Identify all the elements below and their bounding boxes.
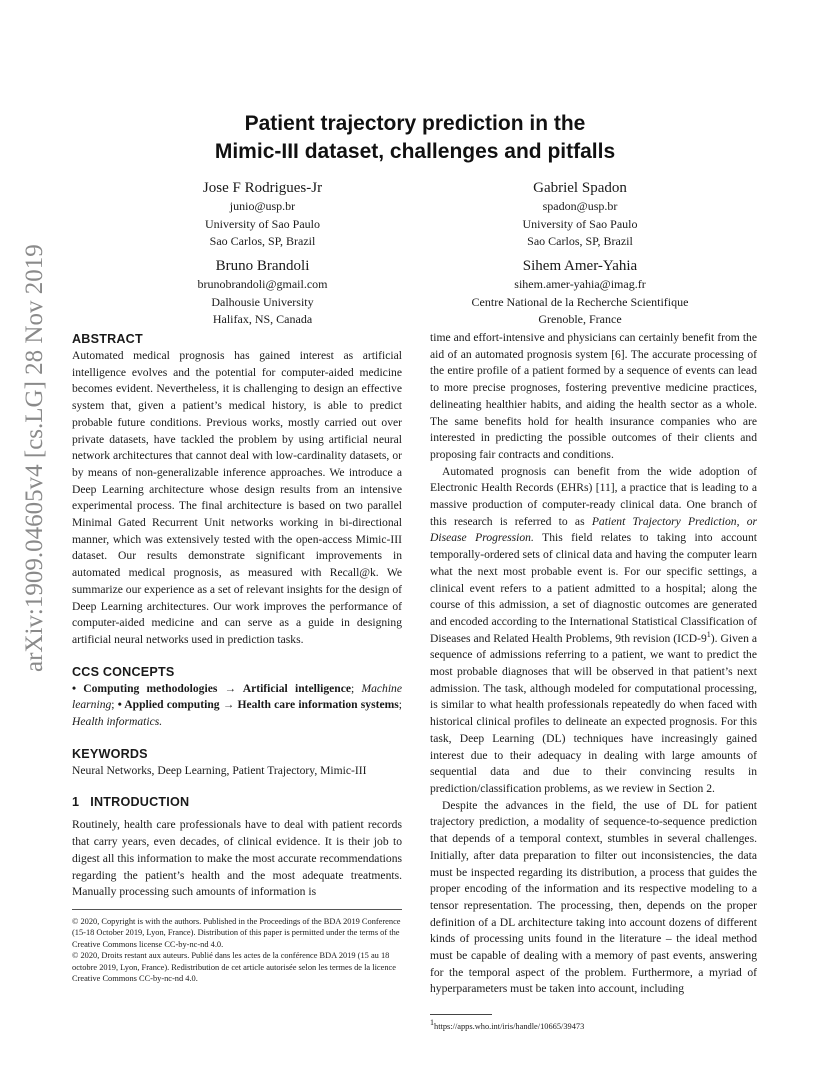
author-affiliation: University of Sao Paulo (205, 216, 320, 231)
footnote-number: 1 (430, 1018, 434, 1028)
emphasis-text: Patient Trajectory Prediction, or Disease Progression. (430, 514, 757, 545)
author-name: Jose F Rodrigues-Jr (202, 180, 323, 196)
copyright-divider (72, 909, 402, 910)
intro-paragraph: time and effort-intensive and physicians can certainly benefit from the aid of an automated prognosis system [6]. The accurate processing of the entire profile of a patient formed by a sequence of events can lead to more precise prognoses, fostering preventive medicine practices, delineating healthier habits, and aiding the health sector as a whole. The same benefits hold for health insurance companies who are interested in predicting the possible outcomes of their clients and proposing fair contracts and conditions. (430, 331, 757, 461)
text-run: This field relates to taking into account temporally-ordered sets of clinical data and having the computer learn what the next most probable event is. For our specific settings, a clinical event refers to a patient admitted to a hospital; along the course of this admission, a set of diagnostic outcomes are generated and encoded according to the International Statistical Classification of Diseases and Related Health Problems, 9th revision (ICD-9 (430, 531, 757, 645)
abstract-text: Automated medical prognosis has gained interest as artificial intelligence evolves and the potential for computer-aided medicine becomes evident. Nevertheless, it is challenging to design an effective system that, given a patient’s medical history, is able to predict probable future conditions. Previous works, mostly carried out over private datasets, have tackled the problem by using artificial neural network architectures that cannot deal with low-cardinality datasets, or by means of non-generalizable inference approaches. We introduce a Deep Learning architecture whose design results from an intensive experimental process. The final architecture is based on two parallel Minimal Gated Recurrent Unit networks working in bi-directional manner, which was extensively tested with the open-access Mimic-III dataset. Our results demonstrate significant improvements in automated medical prognosis, as measured with Recall@k. We summarize our experience as a set of relevant insights for the design of Deep Learning architectures. Our work improves the performance of computer-aided medicine and can serve as a guide in designing artificial neural networks used in prediction tasks. (72, 349, 402, 646)
intro-heading: 1 INTRODUCTION (72, 795, 190, 810)
ccs-concept: • Computing methodologies → Artificial intelligence (72, 681, 352, 695)
author-email: junio@usp.br (229, 199, 296, 213)
copyright-notice-en: © 2020, Copyright is with the authors. Published in the Proceedings of the BDA 2019 Conference (15-18 October 2019, Lyon, France). Distribution of this paper is permitted under the terms of the Creative Commons license CC-by-nc-nd 4.0. (72, 916, 401, 949)
author-name: Sihem Amer-Yahia (522, 258, 638, 274)
paper-title (120, 110, 710, 166)
author-block (140, 256, 385, 329)
ccs-concepts: • Computing methodologies → Artificial intelligence; Machine learning; • Applied computing → Health care information systems; Health informatics. (72, 681, 402, 729)
footnote (430, 1018, 757, 1032)
ccs-heading: CCS CONCEPTS (72, 664, 175, 679)
ccs-subconcept: Health informatics. (72, 715, 163, 729)
title-line-1: Patient trajectory prediction in the (244, 112, 586, 135)
author-block (440, 256, 720, 329)
intro-paragraph: Despite the advances in the field, the use of DL for patient trajectory prediction, a modality of sequence-to-sequence prediction that depends of a temporal context, stumbles in several challenges. Initially, after data preparation to filter out inconsistencies, the data must be inspected regarding its distribution, a process that guides the proper encoding of the information and its respective modeling to a tensor representation. The processing, then, depends on the proper definition of a DL architecture taking into account dozens of different kinds of processing units found in the literature – the ideal method must be capable of dealing with a memory of past events, answering for the temporal aspect of the problem. Furthermore, a myriad of hyperparameters must be taken into account, including (430, 798, 757, 996)
right-column (430, 330, 757, 1033)
abstract-heading: ABSTRACT (72, 332, 143, 346)
keywords-text: Neural Networks, Deep Learning, Patient Trajectory, Mimic-III (72, 763, 367, 777)
intro-paragraph: Routinely, health care professionals have to deal with patient records that carry years, even decades, of clinical evidence. It is their job to digest all this information to make the most accurate recommendations regarding the patient’s health and the most adequate treatments. Manually processing such amounts of information is (72, 818, 402, 899)
author-affiliation: Centre National de la Recherche Scientifique (471, 294, 689, 309)
author-location: Halifax, NS, Canada (212, 312, 313, 326)
text-run: Automated prognosis can benefit from the wide adoption of Electronic Health Records (EHRs) [11], a practice that is leading to a massive production of computer-ready clinical data. One branch of this research is referred to as (430, 464, 757, 528)
author-block (140, 178, 385, 251)
arxiv-identifier: arXiv:1909.04605v4 [cs.LG] 28 Nov 2019 (21, 244, 48, 672)
footnote-url: https://apps.who.int/iris/handle/10665/39473 (434, 1022, 585, 1032)
footnote-mark: 1 (706, 629, 711, 639)
author-email: spadon@usp.br (542, 199, 618, 213)
ccs-concept: • Applied computing → Health care information systems (117, 698, 399, 712)
author-location: Grenoble, France (538, 312, 622, 326)
author-email: brunobrandoli@gmail.com (197, 277, 328, 291)
author-location: Sao Carlos, SP, Brazil (209, 234, 316, 248)
text-run: ). Given a sequence of admissions referring to a patient, we want to predict the most probable diagnoses that will be observed in that patient’s next admission. The task, although modeled for computational processing, is similar to what health professionals repeatedly do when faced with historical clinical profiles to delineate an expected prognosis. For this task, Deep Learning (DL) techniques have increasingly gained interest due to their adequacy in dealing with large amounts of sequential data and due to their convincing results in prediction/classification problems, as we review in Section 2. (430, 631, 757, 795)
author-name: Bruno Brandoli (215, 258, 310, 274)
title-line-2: Mimic-III dataset, challenges and pitfalls (214, 140, 616, 163)
author-email: sihem.amer-yahia@imag.fr (514, 277, 646, 291)
author-affiliation: University of Sao Paulo (522, 216, 638, 231)
intro-paragraph (430, 464, 757, 798)
ccs-subconcept: Machine learning (72, 681, 402, 712)
author-location: Sao Carlos, SP, Brazil (527, 234, 633, 248)
keywords-heading: KEYWORDS (72, 746, 148, 761)
author-block (445, 178, 715, 251)
author-name: Gabriel Spadon (533, 180, 627, 196)
left-column (72, 330, 402, 984)
footnote-divider (430, 1014, 492, 1015)
copyright-notice-fr: © 2020, Droits restant aux auteurs. Publié dans les actes de la conférence BDA 2019 (15 au 18 octobre 2019, Lyon, France). Redistribution de cet article autorisée selon les termes de la licence Creative Commons CC-by-nc-nd 4.0. (72, 951, 396, 984)
author-affiliation: Dalhousie University (211, 294, 314, 309)
